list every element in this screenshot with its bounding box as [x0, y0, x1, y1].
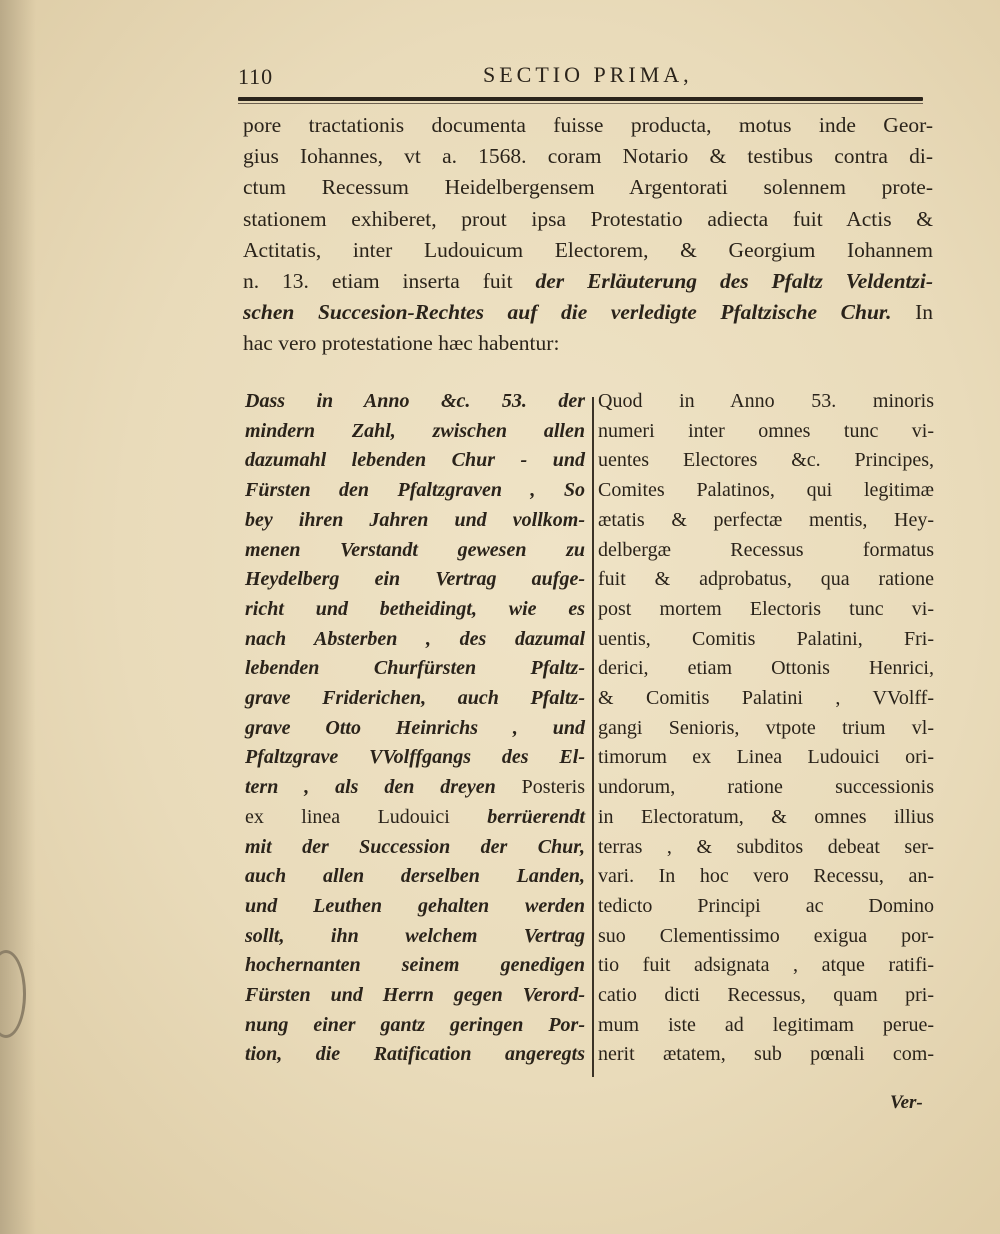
german-line: nung einer gantz geringen Por- [245, 1013, 585, 1036]
german-line: ex linea Ludouici berrüerendt [245, 805, 585, 828]
german-line: mit der Succession der Chur, [245, 835, 585, 858]
latin-line: derici, etiam Ottonis Henrici, [598, 657, 934, 680]
german-line: auch allen derselben Landen, [245, 865, 585, 888]
intro-line: gius Iohannes, vt a. 1568. coram Notario & testibus contra di- [243, 144, 933, 169]
page-number: 110 [238, 64, 274, 89]
header-rule-thin [238, 103, 923, 104]
german-line: tion, die Ratification angeregts [245, 1043, 585, 1066]
german-line: menen Verstandt gewesen zu [245, 538, 585, 561]
intro-line: pore tractationis documenta fuisse producta, motus inde Geor- [243, 113, 933, 137]
german-line: mindern Zahl, zwischen allen [245, 419, 585, 442]
german-line: Heydelberg ein Vertrag aufge- [245, 568, 585, 591]
latin-line: catio dicti Recessus, quam pri- [598, 984, 934, 1007]
german-line: sollt, ihn welchem Vertrag [245, 924, 585, 947]
latin-line: & Comitis Palatini , VVolff- [598, 687, 934, 710]
german-line: Pfaltzgrave VVolffgangs des El- [245, 746, 585, 769]
german-line: dazumahl lebenden Chur - und [245, 449, 585, 472]
german-line: hochernanten seinem genedigen [245, 954, 585, 977]
german-line: Fürsten den Pfaltzgraven , So [245, 479, 585, 502]
german-title-part: schen Succesion-Rechtes auf die verledigte Pfaltzische Chur. [243, 300, 892, 325]
intro-line: Actitatis, inter Ludouicum Electorem, & Georgium Iohannem [243, 237, 933, 262]
latin-line: post mortem Electoris tunc vi- [598, 597, 934, 620]
latin-line: suo Clementissimo exigua por- [598, 924, 934, 947]
latin-insert: ex linea Ludouici [245, 805, 450, 828]
german-line: lebenden Churfürsten Pfaltz- [245, 657, 585, 680]
latin-line: fuit & adprobatus, qua ratione [598, 568, 934, 591]
latin-insert: Posteris [521, 776, 585, 799]
latin-line: tio fuit adsignata , atque ratifi- [598, 954, 934, 977]
latin-column [598, 387, 934, 1070]
german-column [245, 387, 585, 1070]
running-head: SECTIO PRIMA, [483, 62, 693, 87]
latin-line: gangi Senioris, vtpote trium vl- [598, 716, 934, 739]
german-line: nach Absterben , des dazumal [245, 627, 585, 650]
german-line: tern , als den dreyen Posteris [245, 776, 585, 799]
intro-line: stationem exhiberet, prout ipsa Protestatio adiecta fuit Actis & [243, 206, 933, 231]
german-line: Dass in Anno &c. 53. der [245, 390, 585, 412]
intro-line: schen Succesion-Rechtes auf die verledigte Pfaltzische Chur. In [243, 300, 933, 325]
latin-line: in Electoratum, & omnes illius [598, 805, 934, 828]
latin-line: terras , & subditos debeat ser- [598, 835, 934, 858]
german-line: richt und betheidingt, wie es [245, 597, 585, 620]
german-line: grave Otto Heinrichs , und [245, 716, 585, 739]
page-header [238, 60, 928, 100]
latin-line: nerit ætatem, sub pœnali com- [598, 1043, 934, 1066]
latin-line: Quod in Anno 53. minoris [598, 390, 934, 412]
latin-line: tedicto Principi ac Domino [598, 894, 934, 917]
column-divider [592, 397, 594, 1077]
latin-line: delbergæ Recessus formatus [598, 538, 934, 561]
latin-line: ætatis & perfectæ mentis, Hey- [598, 508, 934, 531]
header-rule [238, 97, 923, 101]
latin-line: uentes Electores &c. Principes, [598, 449, 934, 472]
german-line: grave Friderichen, auch Pfaltz- [245, 687, 585, 710]
intro-paragraph [243, 110, 933, 360]
catchword: Ver- [890, 1092, 923, 1113]
gutter-shadow [0, 0, 36, 1234]
latin-line: uentis, Comitis Palatini, Fri- [598, 627, 934, 650]
latin-line: Comites Palatinos, qui legitimæ [598, 479, 934, 502]
intro-line: hac vero protestatione hæc habentur: [243, 331, 560, 356]
latin-line: numeri inter omnes tunc vi- [598, 419, 934, 442]
latin-line: timorum ex Linea Ludouici ori- [598, 746, 934, 769]
latin-line: undorum, ratione successionis [598, 776, 934, 799]
german-line: bey ihren Jahren und vollkom- [245, 508, 585, 531]
german-line: und Leuthen gehalten werden [245, 894, 585, 917]
latin-line: vari. In hoc vero Recessu, an- [598, 865, 934, 888]
latin-line: mum iste ad legitimam perue- [598, 1013, 934, 1036]
intro-line: n. 13. etiam inserta fuit der Erläuterung des Pfaltz Veldentzi- [243, 269, 933, 294]
german-line: Fürsten und Herrn gegen Verord- [245, 984, 585, 1007]
intro-line: ctum Recessum Heidelbergensem Argentorati solennem prote- [243, 175, 933, 200]
german-title-part: der Erläuterung des Pfaltz Veldentzi- [535, 269, 933, 294]
